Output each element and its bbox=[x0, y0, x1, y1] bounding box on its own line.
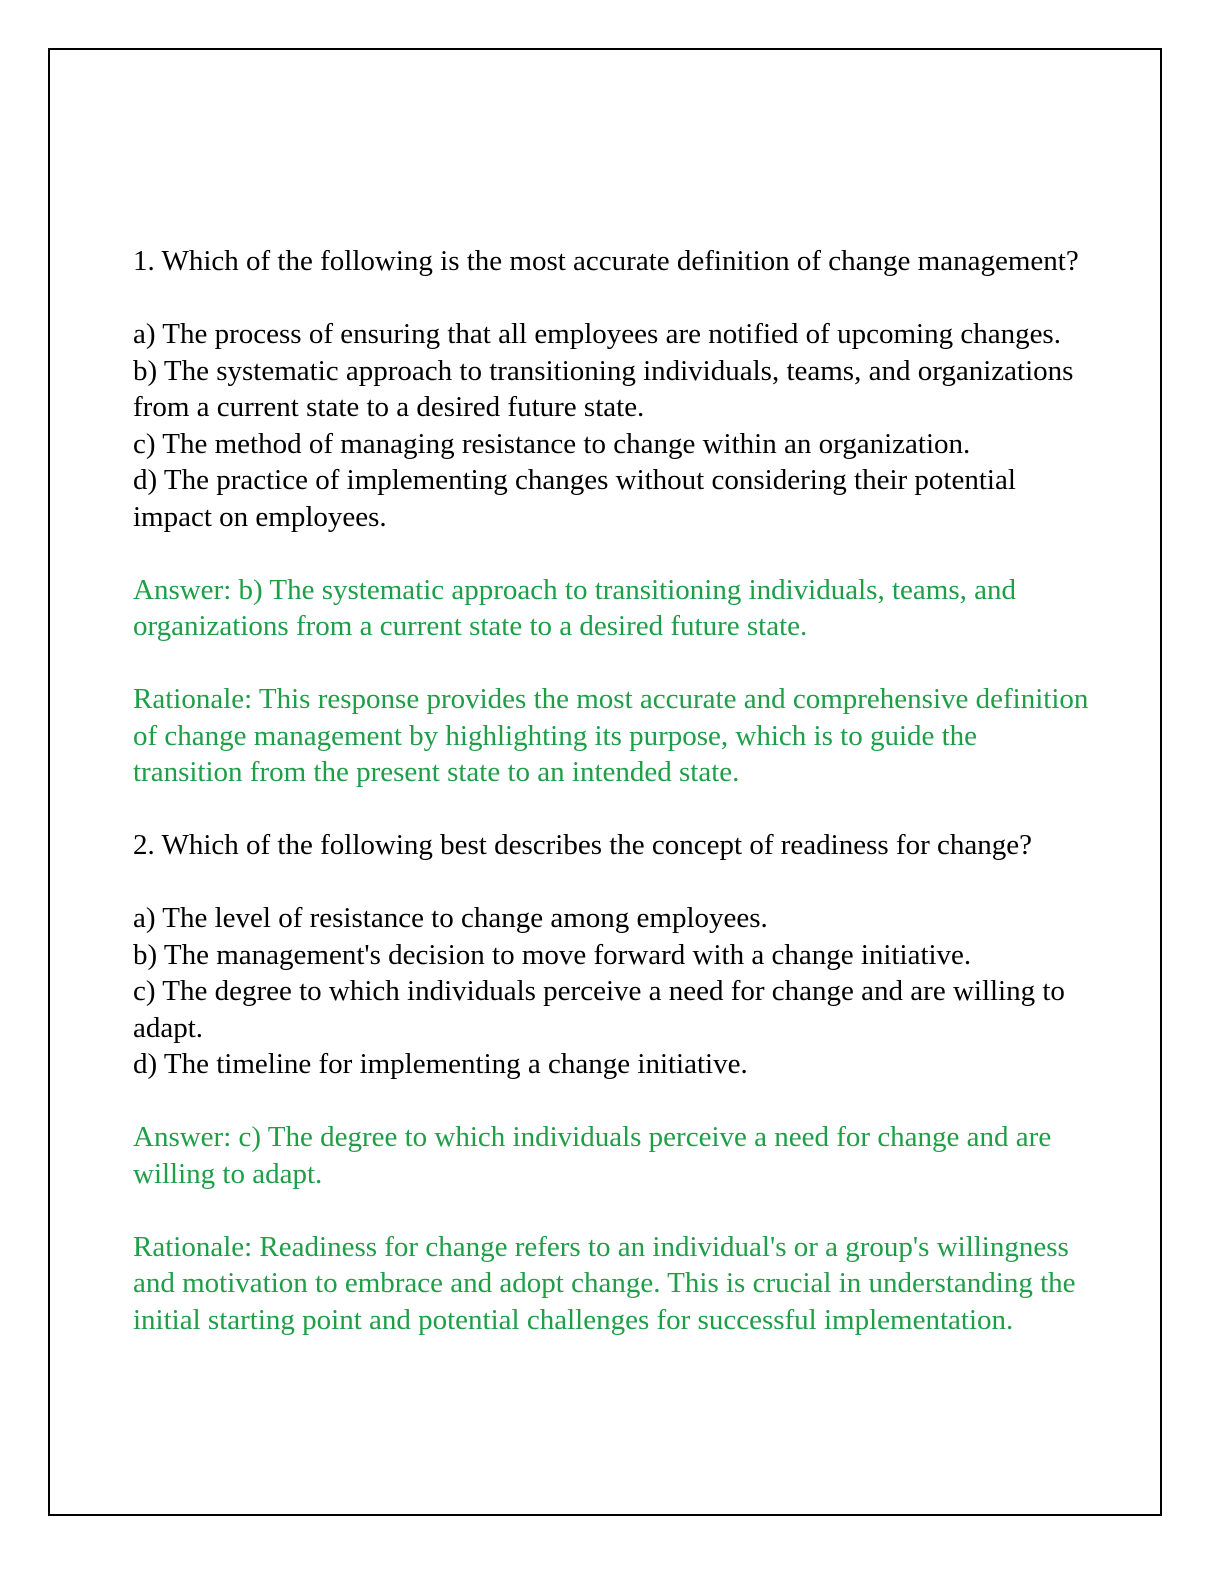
question-1-rationale: Rationale: This response provides the most accurate and comprehensive definition of change management by highlighting its purpose, which is to guide the transition from the present state to an intended state. bbox=[133, 683, 1089, 788]
question-2-rationale: Rationale: Readiness for change refers to an individual's or a group's willingness and motivation to embrace and adopt change. This is crucial in understanding the initial starting point and potential challenges for successful implementation. bbox=[133, 1230, 1076, 1336]
question-2-option-b: b) The management's decision to move forward with a change initiative. bbox=[133, 938, 972, 971]
question-2-option-c: c) The degree to which individuals perceive a need for change and are willing to adapt. bbox=[133, 975, 1065, 1044]
question-2-option-a: a) The level of resistance to change among employees. bbox=[133, 902, 768, 934]
question-1-option-b: b) The systematic approach to transitioning individuals, teams, and organizations from a current state to a desired future state. bbox=[133, 354, 1074, 423]
question-2-option-d: d) The timeline for implementing a change initiative. bbox=[133, 1048, 748, 1080]
document-body bbox=[133, 243, 1093, 1338]
question-2-answer: Answer: c) The degree to which individuals perceive a need for change and are willing to adapt. bbox=[133, 1121, 1052, 1190]
question-1-option-a: a) The process of ensuring that all employees are notified of upcoming changes. bbox=[133, 318, 1061, 350]
question-1-option-c: c) The method of managing resistance to change within an organization. bbox=[133, 427, 971, 460]
question-1-answer: Answer: b) The systematic approach to transitioning individuals, teams, and organizations from a current state to a desired future state. bbox=[133, 573, 1016, 642]
question-1-text: 1. Which of the following is the most accurate definition of change management? bbox=[133, 245, 1079, 277]
question-2-text: 2. Which of the following best describes the concept of readiness for change? bbox=[133, 829, 1032, 861]
question-1-option-d: d) The practice of implementing changes without considering their potential impact on employees. bbox=[133, 464, 1016, 533]
